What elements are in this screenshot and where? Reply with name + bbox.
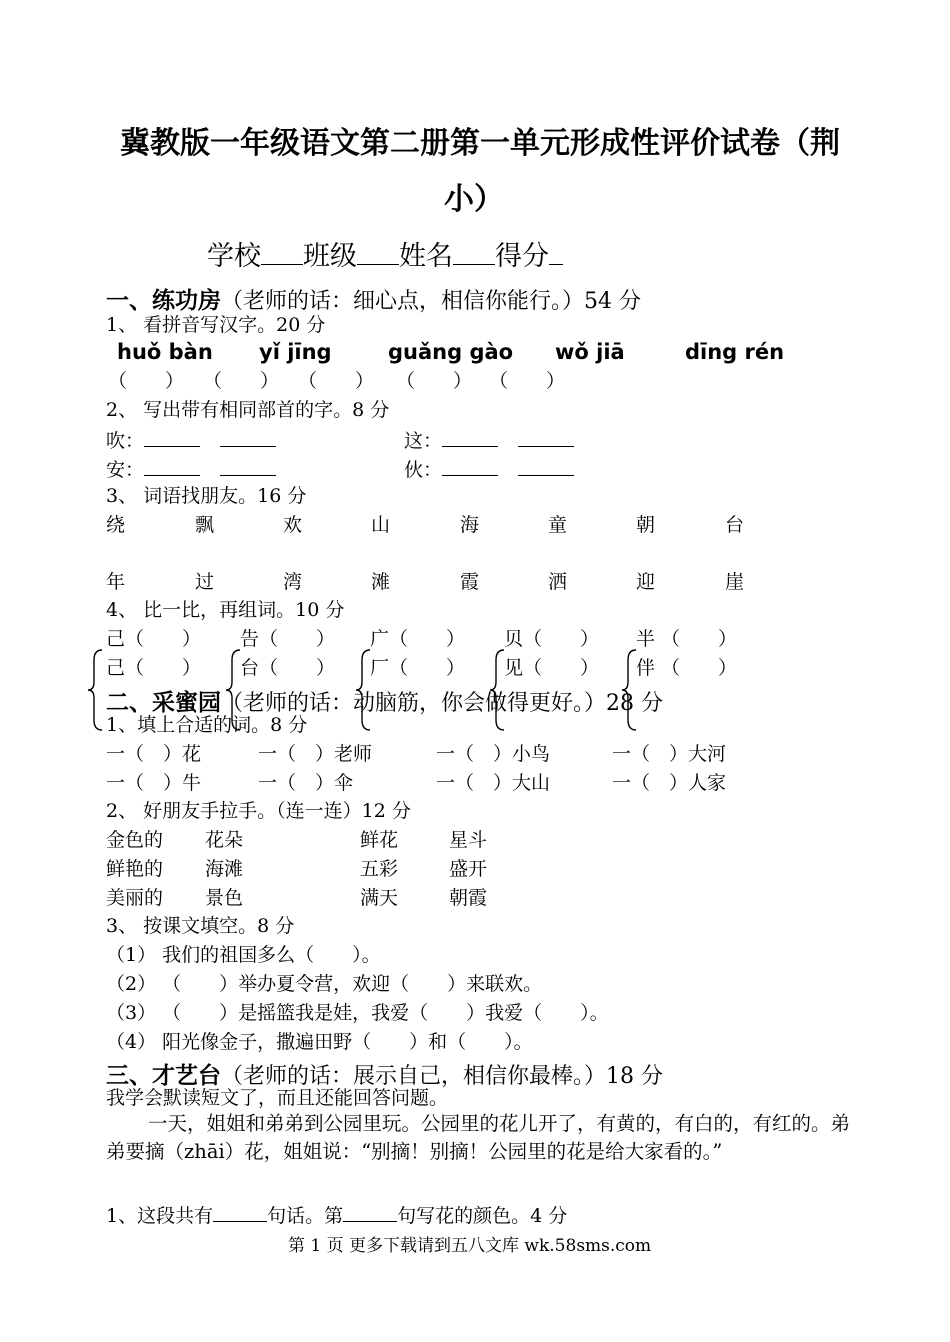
match-word[interactable]: 美丽的 xyxy=(106,887,164,909)
pinyin-2: yǐ jīng xyxy=(259,340,332,364)
match-word[interactable]: 朝霞 xyxy=(449,887,488,909)
s1-q1-label: 1、 看拼音写汉字。20 分 xyxy=(106,314,326,336)
fill-item[interactable]: 一（ ）小鸟 xyxy=(436,743,551,765)
s1-q2-label: 2、 写出带有相同部首的字。8 分 xyxy=(106,399,390,421)
section3-heading xyxy=(106,1057,663,1090)
school-blank[interactable] xyxy=(261,246,303,265)
word[interactable]: 飘 xyxy=(195,514,215,536)
answer-paren-4[interactable]: （ ） xyxy=(396,370,473,392)
s1-q4-label: 4、 比一比，再组词。10 分 xyxy=(106,599,345,621)
match-word[interactable]: 金色的 xyxy=(106,829,164,851)
blank[interactable] xyxy=(144,457,200,476)
compare-item[interactable]: 见（ ） xyxy=(504,657,600,679)
s3-q1-part3: 句写花的颜色。4 分 xyxy=(397,1205,568,1227)
radical-row xyxy=(404,457,574,481)
blank[interactable] xyxy=(518,428,574,447)
section2-title: 二、采蜜园 xyxy=(106,689,221,716)
word[interactable]: 崖 xyxy=(725,571,745,593)
blank[interactable] xyxy=(442,428,498,447)
fill-item[interactable]: 一（ ）伞 xyxy=(258,772,354,794)
compare-item[interactable]: 己（ ） xyxy=(106,628,202,650)
fill-item[interactable]: 一（ ）人家 xyxy=(612,772,727,794)
student-info-line xyxy=(207,234,563,273)
radical-char: 伙： xyxy=(404,459,443,481)
word[interactable]: 霞 xyxy=(460,571,480,593)
match-word[interactable]: 花朵 xyxy=(205,829,244,851)
pinyin-5: dīng rén xyxy=(685,340,785,364)
compare-item[interactable]: 半 （ ） xyxy=(636,628,738,650)
section2-heading xyxy=(106,684,663,717)
match-word[interactable]: 鲜艳的 xyxy=(106,858,164,880)
word[interactable]: 童 xyxy=(548,514,568,536)
compare-item[interactable]: 己（ ） xyxy=(106,657,202,679)
match-word[interactable]: 星斗 xyxy=(449,829,488,851)
radical-char: 安： xyxy=(106,459,145,481)
section3-title: 三、才艺台 xyxy=(106,1062,221,1089)
s3-q1-part1: 1、这段共有 xyxy=(106,1205,214,1227)
score-blank[interactable] xyxy=(549,246,563,265)
section1-title: 一、练功房 xyxy=(106,287,221,314)
sentence-count-blank[interactable] xyxy=(213,1203,267,1222)
s3-q1-part2: 句话。第 xyxy=(267,1205,344,1227)
word[interactable]: 欢 xyxy=(283,514,303,536)
compare-item[interactable]: 台（ ） xyxy=(240,657,336,679)
answer-paren-1[interactable]: （ ） xyxy=(108,370,185,392)
answer-paren-2[interactable]: （ ） xyxy=(203,370,280,392)
fill-item[interactable]: 一（ ）大河 xyxy=(612,743,727,765)
match-word[interactable]: 五彩 xyxy=(360,858,399,880)
match-word[interactable]: 鲜花 xyxy=(360,829,399,851)
compare-item[interactable]: 广（ ） xyxy=(370,628,466,650)
radical-row xyxy=(106,428,276,452)
match-word[interactable]: 盛开 xyxy=(449,858,488,880)
page-footer: 第 1 页 更多下载请到五八文库 wk.58sms.com xyxy=(288,1236,652,1256)
section3-intro: 我学会默读短文了，而且还能回答问题。 xyxy=(106,1087,449,1109)
word[interactable]: 海 xyxy=(460,514,480,536)
class-label: 班级 xyxy=(303,241,357,272)
radical-row xyxy=(106,457,276,481)
text-fill-item[interactable]: （4） 阳光像金子，撒遍田野（ ）和（ ）。 xyxy=(106,1031,533,1053)
word[interactable]: 洒 xyxy=(548,571,568,593)
word[interactable]: 年 xyxy=(106,571,126,593)
text-fill-item[interactable]: （1） 我们的祖国多么（ ）。 xyxy=(106,944,381,966)
blank[interactable] xyxy=(518,457,574,476)
blank[interactable] xyxy=(220,428,276,447)
page-title-continued: 小） xyxy=(444,182,504,217)
word[interactable]: 湾 xyxy=(283,571,303,593)
compare-item[interactable]: 伴 （ ） xyxy=(636,657,738,679)
blank[interactable] xyxy=(442,457,498,476)
class-blank[interactable] xyxy=(357,246,399,265)
page-title: 冀教版一年级语文第二册第一单元形成性评价试卷（荆 xyxy=(120,126,840,161)
answer-paren-5[interactable]: （ ） xyxy=(489,370,566,392)
word[interactable]: 过 xyxy=(195,571,215,593)
radical-char: 吹： xyxy=(106,430,145,452)
s2-q2-label: 2、 好朋友手拉手。（连一连）12 分 xyxy=(106,800,411,822)
s2-q1-label: 1、填上合适的词。8 分 xyxy=(106,714,308,736)
name-label: 姓名 xyxy=(399,241,453,272)
compare-item[interactable]: 告（ ） xyxy=(240,628,336,650)
blank[interactable] xyxy=(144,428,200,447)
pinyin-1: huǒ bàn xyxy=(117,340,213,364)
text-fill-item[interactable]: （3） （ ）是摇篮我是娃，我爱（ ）我爱（ ）。 xyxy=(106,1002,609,1024)
radical-char: 这： xyxy=(404,430,443,452)
fill-item[interactable]: 一（ ）牛 xyxy=(106,772,202,794)
section1-note: （老师的话：细心点，相信你能行。）54 分 xyxy=(221,289,641,314)
school-label: 学校 xyxy=(207,241,261,272)
name-blank[interactable] xyxy=(453,246,495,265)
section3-note: （老师的话：展示自己，相信你最棒。）18 分 xyxy=(221,1064,663,1089)
fill-item[interactable]: 一（ ）老师 xyxy=(258,743,373,765)
fill-item[interactable]: 一（ ）花 xyxy=(106,743,202,765)
match-word[interactable]: 景色 xyxy=(205,887,244,909)
brace-icon xyxy=(86,648,106,732)
word[interactable]: 绕 xyxy=(106,514,126,536)
word[interactable]: 迎 xyxy=(636,571,656,593)
word[interactable]: 台 xyxy=(725,514,745,536)
section2-note: （老师的话：动脑筋，你会做得更好。）28 分 xyxy=(221,691,663,716)
word[interactable]: 朝 xyxy=(636,514,656,536)
word[interactable]: 滩 xyxy=(371,571,391,593)
s2-q3-label: 3、 按课文填空。8 分 xyxy=(106,915,295,937)
blank[interactable] xyxy=(220,457,276,476)
s1-q3-label: 3、 词语找朋友。16 分 xyxy=(106,485,307,507)
radical-row xyxy=(404,428,574,452)
compare-item[interactable]: 厂（ ） xyxy=(370,657,466,679)
score-label: 得分 xyxy=(495,241,549,272)
match-word[interactable]: 海滩 xyxy=(205,858,244,880)
sentence-index-blank[interactable] xyxy=(343,1203,397,1222)
pinyin-4: wǒ jiā xyxy=(555,340,625,364)
word[interactable]: 山 xyxy=(371,514,391,536)
pinyin-3: guǎng gào xyxy=(388,340,514,364)
compare-item[interactable]: 贝（ ） xyxy=(504,628,600,650)
match-word[interactable]: 满天 xyxy=(360,887,399,909)
answer-paren-3[interactable]: （ ） xyxy=(298,370,375,392)
fill-item[interactable]: 一（ ）大山 xyxy=(436,772,551,794)
text-fill-item[interactable]: （2） （ ）举办夏令营，欢迎（ ）来联欢。 xyxy=(106,973,543,995)
reading-passage: 一天，姐姐和弟弟到公园里玩。公园里的花儿开了，有黄的，有白的，有红的。弟弟要摘（zhāi）花，姐姐说：“别摘！别摘！公园里的花是给大家看的。” xyxy=(106,1112,851,1163)
s3-q1 xyxy=(106,1203,567,1227)
section1-heading xyxy=(106,282,641,315)
